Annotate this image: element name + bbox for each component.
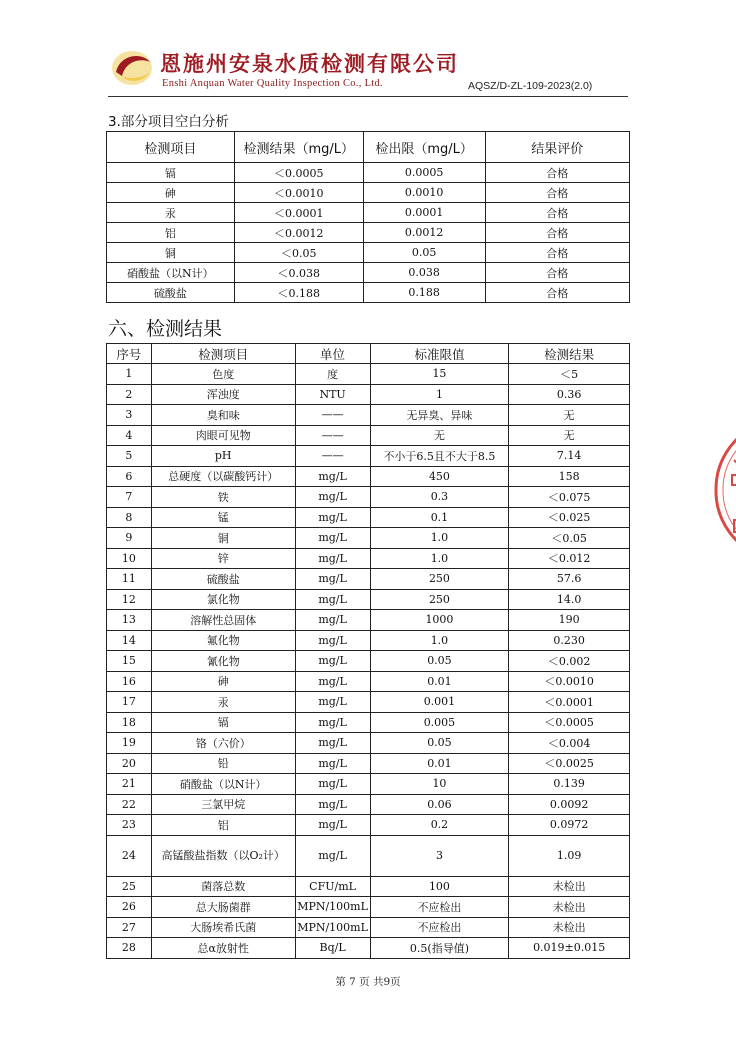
table-row: [107, 712, 630, 733]
table-cell: 0.36: [509, 384, 630, 405]
table-cell: 合格: [485, 183, 629, 203]
table-cell: ＜0.05: [234, 243, 363, 263]
table-cell: ＜0.188: [234, 283, 363, 303]
table-row: [107, 283, 630, 303]
table-cell: 合格: [485, 243, 629, 263]
table-cell: 铝: [151, 815, 295, 836]
table-cell: 18: [107, 712, 152, 733]
table-cell: 1: [370, 384, 509, 405]
table-cell: mg/L: [295, 630, 370, 651]
table-cell: 26: [107, 897, 152, 918]
table-cell: 浑浊度: [151, 384, 295, 405]
table-cell: 1.0: [370, 630, 509, 651]
table-cell: 13: [107, 610, 152, 631]
table-cell: 无: [509, 405, 630, 426]
table-row: [107, 815, 630, 836]
table-cell: 250: [370, 569, 509, 590]
table-cell: 合格: [485, 203, 629, 223]
column-header: 检测结果（mg/L）: [234, 132, 363, 163]
table-cell: MPN/100mL: [295, 917, 370, 938]
table-row: [107, 183, 630, 203]
table-row: [107, 203, 630, 223]
table-row: [107, 548, 630, 569]
table-cell: ＜0.0005: [509, 712, 630, 733]
table-cell: 无异臭、异味: [370, 405, 509, 426]
table-cell: 未检出: [509, 917, 630, 938]
table-cell: mg/L: [295, 753, 370, 774]
table-cell: 0.1: [370, 507, 509, 528]
table-cell: mg/L: [295, 610, 370, 631]
table-cell: 硝酸盐（以N计）: [151, 774, 295, 795]
table-cell: mg/L: [295, 733, 370, 754]
table-cell: 不小于6.5且不大于8.5: [370, 446, 509, 467]
table-cell: CFU/mL: [295, 876, 370, 897]
table-header-row: [107, 132, 630, 163]
table-row: [107, 835, 630, 876]
table-cell: 未检出: [509, 876, 630, 897]
table-row: [107, 897, 630, 918]
table-cell: ＜0.012: [509, 548, 630, 569]
table-row: [107, 243, 630, 263]
table-cell: 硝酸盐（以N计）: [107, 263, 235, 283]
column-header: 结果评价: [485, 132, 629, 163]
table-cell: 合格: [485, 223, 629, 243]
table-cell: 氰化物: [151, 651, 295, 672]
table-cell: 不应检出: [370, 897, 509, 918]
table-cell: 臭和味: [151, 405, 295, 426]
document-code: AQSZ/D-ZL-109-2023(2.0): [468, 80, 593, 92]
table-row: [107, 528, 630, 549]
table-cell: 16: [107, 671, 152, 692]
table-row: [107, 917, 630, 938]
table-cell: NTU: [295, 384, 370, 405]
table-cell: 1: [107, 364, 152, 385]
table-cell: pH: [151, 446, 295, 467]
table-cell: mg/L: [295, 466, 370, 487]
table-cell: 三氯甲烷: [151, 794, 295, 815]
table-cell: 合格: [485, 163, 629, 183]
table-row: [107, 651, 630, 672]
table-row: [107, 610, 630, 631]
table-cell: 铝: [107, 223, 235, 243]
table-row: [107, 876, 630, 897]
table-cell: 大肠埃希氏菌: [151, 917, 295, 938]
table-cell: mg/L: [295, 712, 370, 733]
table-cell: 15: [107, 651, 152, 672]
table-cell: 0.139: [509, 774, 630, 795]
table-cell: 23: [107, 815, 152, 836]
table-cell: 5: [107, 446, 152, 467]
table-cell: 镉: [107, 163, 235, 183]
table-row: [107, 263, 630, 283]
table-cell: mg/L: [295, 692, 370, 713]
table-cell: 4: [107, 425, 152, 446]
table-cell: 0.05: [370, 733, 509, 754]
table-cell: 0.0092: [509, 794, 630, 815]
table-cell: ＜0.0025: [509, 753, 630, 774]
column-header: 检测结果: [509, 344, 630, 364]
table-cell: 合格: [485, 283, 629, 303]
section-3-title: 3.部分项目空白分析: [108, 114, 229, 130]
table-cell: 砷: [107, 183, 235, 203]
page-number: 第 7 页 共9页: [335, 976, 401, 988]
column-header: 检测项目: [151, 344, 295, 364]
table-row: [107, 794, 630, 815]
table-cell: mg/L: [295, 507, 370, 528]
table-cell: 1.0: [370, 548, 509, 569]
table-cell: 高锰酸盐指数（以O₂计）: [151, 835, 295, 876]
table-cell: 0.230: [509, 630, 630, 651]
table-cell: 无: [509, 425, 630, 446]
table-cell: 0.05: [370, 651, 509, 672]
table-cell: 250: [370, 589, 509, 610]
table-row: [107, 163, 630, 183]
table-cell: 铁: [151, 487, 295, 508]
table-cell: 铅: [151, 753, 295, 774]
table-cell: ＜0.0012: [234, 223, 363, 243]
table-cell: 6: [107, 466, 152, 487]
table-row: [107, 405, 630, 426]
table-cell: ＜5: [509, 364, 630, 385]
column-header: 检测项目: [107, 132, 235, 163]
table-cell: MPN/100mL: [295, 897, 370, 918]
table-cell: 1.0: [370, 528, 509, 549]
table-row: [107, 384, 630, 405]
column-header: 单位: [295, 344, 370, 364]
column-header: 检出限（mg/L）: [363, 132, 485, 163]
table-cell: 1000: [370, 610, 509, 631]
table-cell: Bq/L: [295, 938, 370, 959]
table-cell: ＜0.038: [234, 263, 363, 283]
table-cell: mg/L: [295, 589, 370, 610]
table-cell: 1.09: [509, 835, 630, 876]
table-row: [107, 630, 630, 651]
table-row: [107, 671, 630, 692]
table-row: [107, 569, 630, 590]
table-cell: 铬（六价）: [151, 733, 295, 754]
table-cell: 锌: [151, 548, 295, 569]
table-cell: 7.14: [509, 446, 630, 467]
table-cell: 14.0: [509, 589, 630, 610]
table-cell: 0.188: [363, 283, 485, 303]
table-cell: ——: [295, 446, 370, 467]
table-cell: ＜0.075: [509, 487, 630, 508]
table-cell: 9: [107, 528, 152, 549]
table-cell: 450: [370, 466, 509, 487]
header-divider: [108, 96, 628, 97]
table-cell: 0.0972: [509, 815, 630, 836]
table-row: [107, 425, 630, 446]
table-cell: 总α放射性: [151, 938, 295, 959]
table-cell: 肉眼可见物: [151, 425, 295, 446]
column-header: 序号: [107, 344, 152, 364]
table-cell: 0.01: [370, 671, 509, 692]
table-row: [107, 223, 630, 243]
table-cell: mg/L: [295, 671, 370, 692]
table-cell: 57.6: [509, 569, 630, 590]
table-cell: 3: [107, 405, 152, 426]
official-seal-stamp: [706, 420, 736, 560]
company-logo-icon: [108, 46, 158, 88]
table-cell: 15: [370, 364, 509, 385]
table-cell: 8: [107, 507, 152, 528]
table-cell: 铜: [151, 528, 295, 549]
table-cell: 未检出: [509, 897, 630, 918]
table-cell: mg/L: [295, 651, 370, 672]
table-cell: mg/L: [295, 528, 370, 549]
table-cell: 0.3: [370, 487, 509, 508]
table-cell: mg/L: [295, 815, 370, 836]
table-header-row: [107, 344, 630, 364]
table-cell: 镉: [151, 712, 295, 733]
table-cell: 硫酸盐: [151, 569, 295, 590]
table-cell: 0.06: [370, 794, 509, 815]
table-cell: 色度: [151, 364, 295, 385]
table-cell: ＜0.0005: [234, 163, 363, 183]
table-cell: 合格: [485, 263, 629, 283]
table-cell: ＜0.0001: [509, 692, 630, 713]
table-cell: 锰: [151, 507, 295, 528]
table-cell: mg/L: [295, 548, 370, 569]
table-cell: 汞: [107, 203, 235, 223]
table-cell: ＜0.004: [509, 733, 630, 754]
table-cell: ＜0.0001: [234, 203, 363, 223]
table-cell: 20: [107, 753, 152, 774]
table-cell: 19: [107, 733, 152, 754]
table-row: [107, 753, 630, 774]
table-row: [107, 774, 630, 795]
table-cell: 硫酸盐: [107, 283, 235, 303]
table-cell: 0.2: [370, 815, 509, 836]
table-row: [107, 733, 630, 754]
table-cell: mg/L: [295, 774, 370, 795]
table-cell: 17: [107, 692, 152, 713]
table-cell: 22: [107, 794, 152, 815]
table-row: [107, 692, 630, 713]
table-cell: 10: [107, 548, 152, 569]
table-cell: 菌落总数: [151, 876, 295, 897]
table-cell: 11: [107, 569, 152, 590]
table-cell: 158: [509, 466, 630, 487]
table-cell: 0.019±0.015: [509, 938, 630, 959]
table-cell: 21: [107, 774, 152, 795]
table-cell: 无: [370, 425, 509, 446]
table-cell: 溶解性总固体: [151, 610, 295, 631]
table-cell: ＜0.0010: [509, 671, 630, 692]
table-cell: 0.0005: [363, 163, 485, 183]
table-cell: 190: [509, 610, 630, 631]
table-cell: 度: [295, 364, 370, 385]
table-cell: 砷: [151, 671, 295, 692]
table-cell: 2: [107, 384, 152, 405]
table-cell: mg/L: [295, 835, 370, 876]
table-cell: 0.05: [363, 243, 485, 263]
table-cell: 27: [107, 917, 152, 938]
table-cell: 0.005: [370, 712, 509, 733]
table-cell: 28: [107, 938, 152, 959]
table-cell: 7: [107, 487, 152, 508]
table-row: [107, 446, 630, 467]
table-cell: 铜: [107, 243, 235, 263]
table-cell: 3: [370, 835, 509, 876]
table-cell: mg/L: [295, 794, 370, 815]
company-name-en: Enshi Anquan Water Quality Inspection Co., Ltd.: [162, 78, 383, 89]
table-cell: 总硬度（以碳酸钙计）: [151, 466, 295, 487]
table-cell: 24: [107, 835, 152, 876]
table-cell: mg/L: [295, 569, 370, 590]
table-cell: 25: [107, 876, 152, 897]
table-row: [107, 466, 630, 487]
table-cell: 0.01: [370, 753, 509, 774]
table-row: [107, 487, 630, 508]
table-cell: ——: [295, 405, 370, 426]
table-cell: 总大肠菌群: [151, 897, 295, 918]
report-header: [108, 40, 628, 100]
table-cell: 0.0001: [363, 203, 485, 223]
table-cell: ＜0.0010: [234, 183, 363, 203]
table-cell: 0.001: [370, 692, 509, 713]
table-row: [107, 507, 630, 528]
table-cell: 0.038: [363, 263, 485, 283]
table-cell: 12: [107, 589, 152, 610]
table-cell: ＜0.05: [509, 528, 630, 549]
test-results-table: [106, 343, 630, 959]
table-cell: ＜0.002: [509, 651, 630, 672]
table-cell: 0.0010: [363, 183, 485, 203]
table-cell: 氟化物: [151, 630, 295, 651]
table-row: [107, 589, 630, 610]
table-cell: ＜0.025: [509, 507, 630, 528]
table-cell: 氯化物: [151, 589, 295, 610]
table-cell: 0.5(指导值): [370, 938, 509, 959]
table-cell: 10: [370, 774, 509, 795]
table-cell: 100: [370, 876, 509, 897]
company-name-cn: 恩施州安泉水质检测有限公司: [160, 51, 459, 76]
table-row: [107, 364, 630, 385]
table-cell: 0.0012: [363, 223, 485, 243]
blank-analysis-table: [106, 131, 630, 303]
table-row: [107, 938, 630, 959]
section-6-title: 六、检测结果: [108, 318, 223, 340]
table-cell: mg/L: [295, 487, 370, 508]
table-cell: ——: [295, 425, 370, 446]
column-header: 标准限值: [370, 344, 509, 364]
table-cell: 不应检出: [370, 917, 509, 938]
table-cell: 14: [107, 630, 152, 651]
table-cell: 汞: [151, 692, 295, 713]
